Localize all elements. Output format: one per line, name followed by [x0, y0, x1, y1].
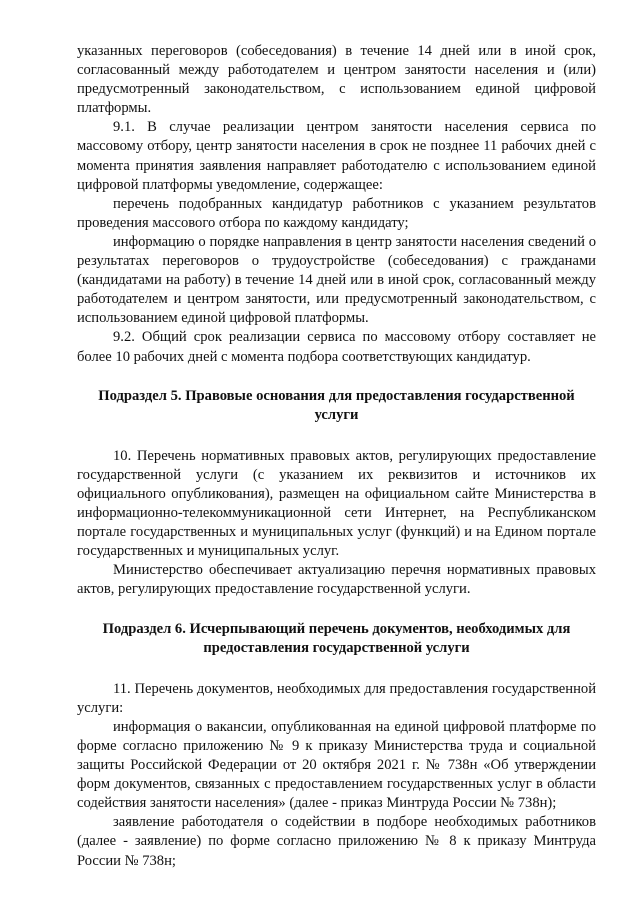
paragraph-candidates-list: перечень подобранных кандидатур работников с указанием результатов проведения массового отбора по каждому кандидату; [77, 195, 596, 231]
spacer [77, 425, 596, 447]
spacer [77, 658, 596, 680]
paragraph-9-1: 9.1. В случае реализации центром занятости населения сервиса по массовому отбору, центр занятости населения в срок не позднее 11 рабочих дней с момента принятия заявления направляет работодателю с использованием единой цифровой платформы уведомление, содержащее: [77, 119, 596, 193]
paragraph-11: 11. Перечень документов, необходимых для предоставления государственной услуги: [77, 680, 596, 716]
document-page [77, 42, 596, 871]
section-heading-5: Подраздел 5. Правовые основания для предоставления государственной услуги [98, 387, 575, 423]
paragraph-ministry-update: Министерство обеспечивает актуализацию перечня нормативных правовых актов, регулирующих предоставление государственной услуги. [77, 562, 596, 598]
paragraph-vacancy-info: информация о вакансии, опубликованная на единой цифровой платформе по форме согласно приложению № 9 к приказу Министерства труда и социальной защиты Российской Федерации от 20 октября 2021 г. № 738н «Об утверждении форм документов, связанных с предоставлением государственных услуг в области содействия занятости населения» (далее - приказ Минтруда России № 738н); [77, 718, 596, 812]
section-heading-6: Подраздел 6. Исчерпывающий перечень документов, необходимых для предоставления государственной услуги [102, 620, 571, 656]
spacer [77, 600, 596, 620]
paragraph-negotiation-info: информацию о порядке направления в центр занятости населения сведений о результатах переговоров о трудоустройстве (собеседования) с гражданами (кандидатами на работу) в течение 14 дней или в иной срок, согласованный между работодателем и центром занятости, или предусмотренный законодательством, с использованием единой цифровой платформы. [77, 233, 596, 327]
paragraph-9-2: 9.2. Общий срок реализации сервиса по массовому отбору составляет не более 10 рабочих дней с момента подбора соответствующих кандидатур. [77, 329, 596, 365]
spacer [77, 367, 596, 387]
paragraph-10: 10. Перечень нормативных правовых актов, регулирующих предоставление государственной услуги (с указанием их реквизитов и источников их официального опубликования), размещен на официальном сайте Министерства в информационно-телекоммуникационной сети Интернет, на Республиканском портале государственных и муниципальных услуг (функций) и на Едином портале государственных и муниципальных услуг. [77, 447, 596, 560]
paragraph-continuation: указанных переговоров (собеседования) в течение 14 дней или в иной срок, согласованный между работодателем и центром занятости населения и (или) предусмотренный законодательством, с использованием единой цифровой платформы. [77, 43, 596, 117]
paragraph-employer-application: заявление работодателя о содействии в подборе необходимых работников (далее - заявление) по форме согласно приложению № 8 к приказу Минтруда России № 738н; [77, 814, 596, 869]
